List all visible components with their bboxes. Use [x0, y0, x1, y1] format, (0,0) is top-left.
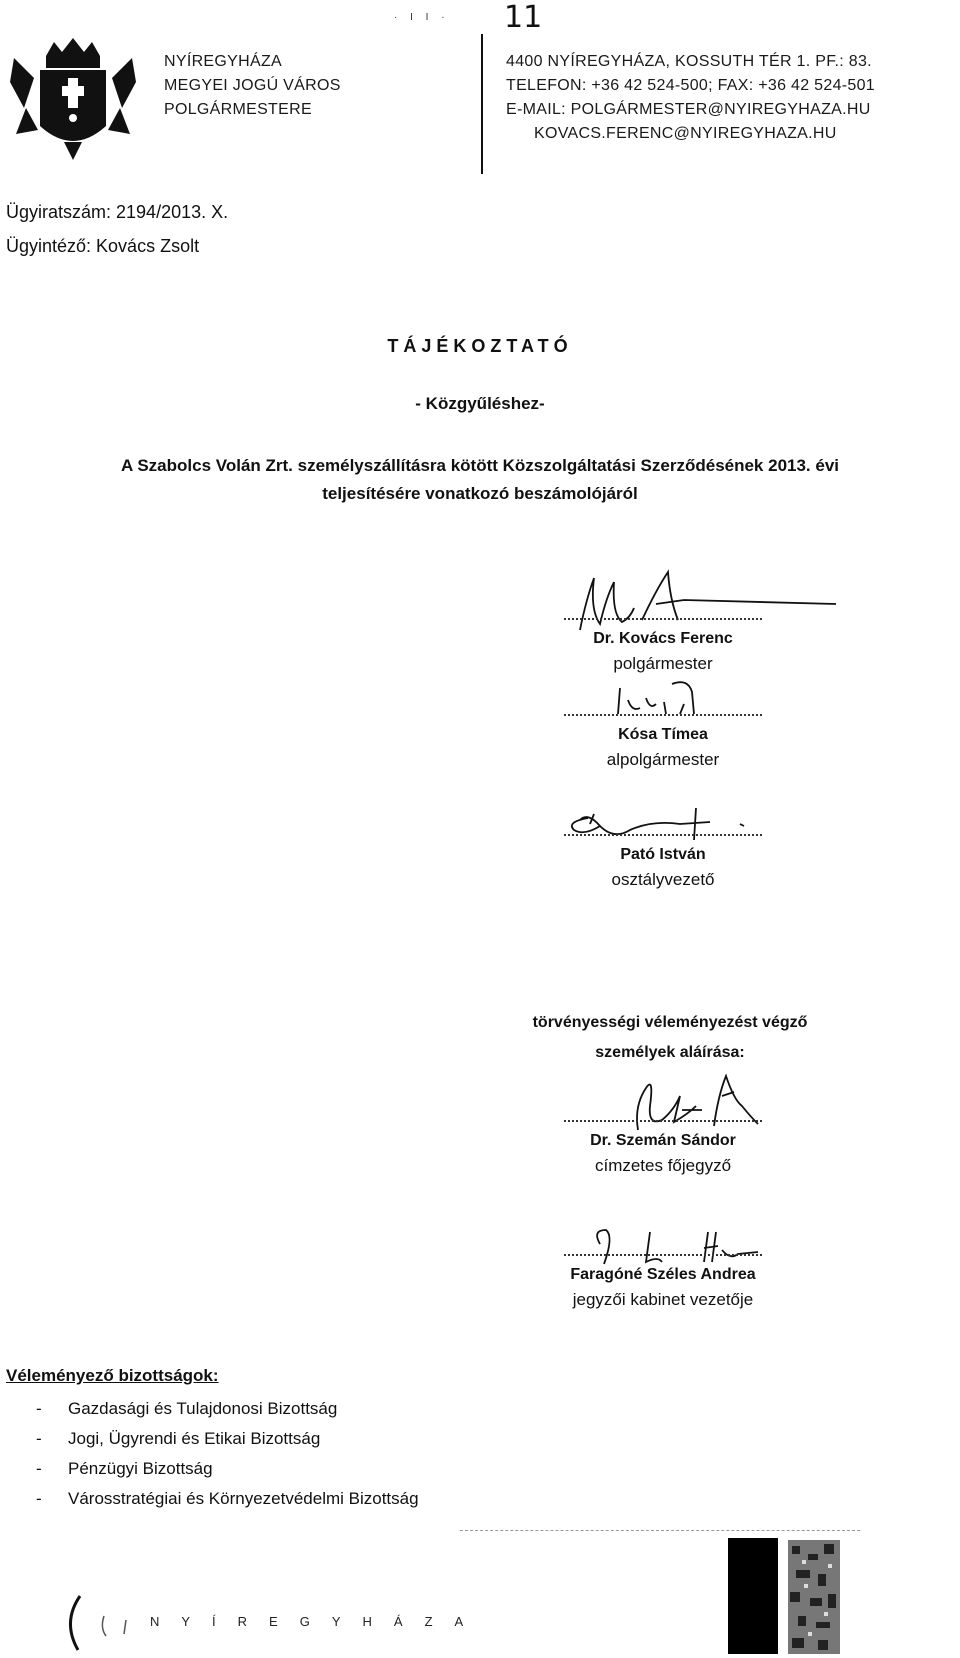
signature-block-department-head — [548, 834, 778, 890]
footer-pattern-icon — [788, 1540, 840, 1654]
signatory-role: osztályvezető — [611, 870, 715, 889]
footer-divider — [460, 1530, 860, 1531]
signatory-role: polgármester — [613, 654, 713, 673]
subject-line: A Szabolcs Volán Zrt. személyszállításra kötött Közszolgáltatási Szerződésének 2013. évi — [120, 456, 840, 475]
organization-line: NYÍREGYHÁZA — [164, 53, 282, 70]
city-coat-of-arms-icon — [4, 38, 142, 160]
organization-name — [164, 50, 341, 122]
organization-line: MEGYEI JOGÚ VÁROS — [164, 77, 341, 94]
footer-city-name: NYÍREGYHÁZA — [150, 1614, 486, 1629]
page-marks: · I I · — [394, 12, 450, 23]
signature-block-chief-notary — [548, 1120, 778, 1176]
signatory-name: Kósa Tímea — [618, 726, 708, 743]
address-line: 4400 NYÍREGYHÁZA, KOSSUTH TÉR 1. PF.: 83. — [506, 53, 872, 70]
signatory-name: Dr. Kovács Ferenc — [593, 630, 733, 647]
legal-review-heading-line: törvényességi véleményezést végző — [532, 1014, 808, 1031]
signature-line — [564, 714, 762, 716]
document-subtitle: - Közgyűléshez- — [415, 394, 545, 413]
signatory-role: jegyzői kabinet vezetője — [572, 1290, 754, 1309]
email-line: E-MAIL: POLGÁRMESTER@NYIREGYHAZA.HU — [506, 101, 871, 118]
list-item: - Jogi, Ügyrendi és Etikai Bizottság — [36, 1429, 321, 1448]
signature-block-mayor — [548, 618, 778, 674]
header-divider — [481, 34, 483, 174]
committees-title: Véleményező bizottságok: — [6, 1366, 219, 1385]
signatory-name: Dr. Szemán Sándor — [590, 1132, 736, 1149]
signatory-name: Pató István — [620, 846, 706, 863]
document-subject — [50, 452, 910, 508]
footer-black-bar — [728, 1538, 778, 1654]
signatory-role: címzetes főjegyző — [594, 1156, 732, 1175]
committees-list — [36, 1394, 419, 1514]
signatory-name: Faragóné Széles Andrea — [570, 1266, 756, 1283]
committee-name: Gazdasági és Tulajdonosi Bizottság — [68, 1399, 338, 1418]
document-title: TÁJÉKOZTATÓ — [387, 336, 573, 356]
list-item: - Pénzügyi Bizottság — [36, 1459, 213, 1478]
case-number: Ügyiratszám: 2194/2013. X. — [6, 202, 229, 222]
committee-name: Városstratégiai és Környezetvédelmi Bizottság — [68, 1489, 419, 1508]
signature-block-deputy-mayor — [548, 714, 778, 770]
signature-line — [564, 1254, 762, 1256]
signature-line — [564, 1120, 762, 1122]
phone-fax-line: TELEFON: +36 42 524-500; FAX: +36 42 524-501 — [506, 77, 875, 94]
footer-logo-icon — [60, 1592, 140, 1654]
committee-name: Pénzügyi Bizottság — [68, 1459, 213, 1478]
email-line-2: KOVACS.FERENC@NYIREGYHAZA.HU — [534, 125, 837, 142]
legal-review-heading-line: személyek aláírása: — [595, 1044, 745, 1061]
signature-line — [564, 618, 762, 620]
contact-block — [506, 50, 875, 146]
legal-review-heading — [490, 1008, 850, 1068]
subject-line: teljesítésére vonatkozó beszámolójáról — [322, 484, 638, 503]
page-number: 11 — [504, 0, 543, 35]
list-item: - Gazdasági és Tulajdonosi Bizottság — [36, 1399, 338, 1418]
signatory-role: alpolgármester — [606, 750, 720, 769]
signature-block-cabinet-head — [548, 1254, 778, 1310]
committee-name: Jogi, Ügyrendi és Etikai Bizottság — [68, 1429, 321, 1448]
signature-line — [564, 834, 762, 836]
organization-line: POLGÁRMESTERE — [164, 101, 312, 118]
case-officer: Ügyintéző: Kovács Zsolt — [6, 236, 200, 256]
list-item: - Városstratégiai és Környezetvédelmi Bizottság — [36, 1489, 419, 1508]
